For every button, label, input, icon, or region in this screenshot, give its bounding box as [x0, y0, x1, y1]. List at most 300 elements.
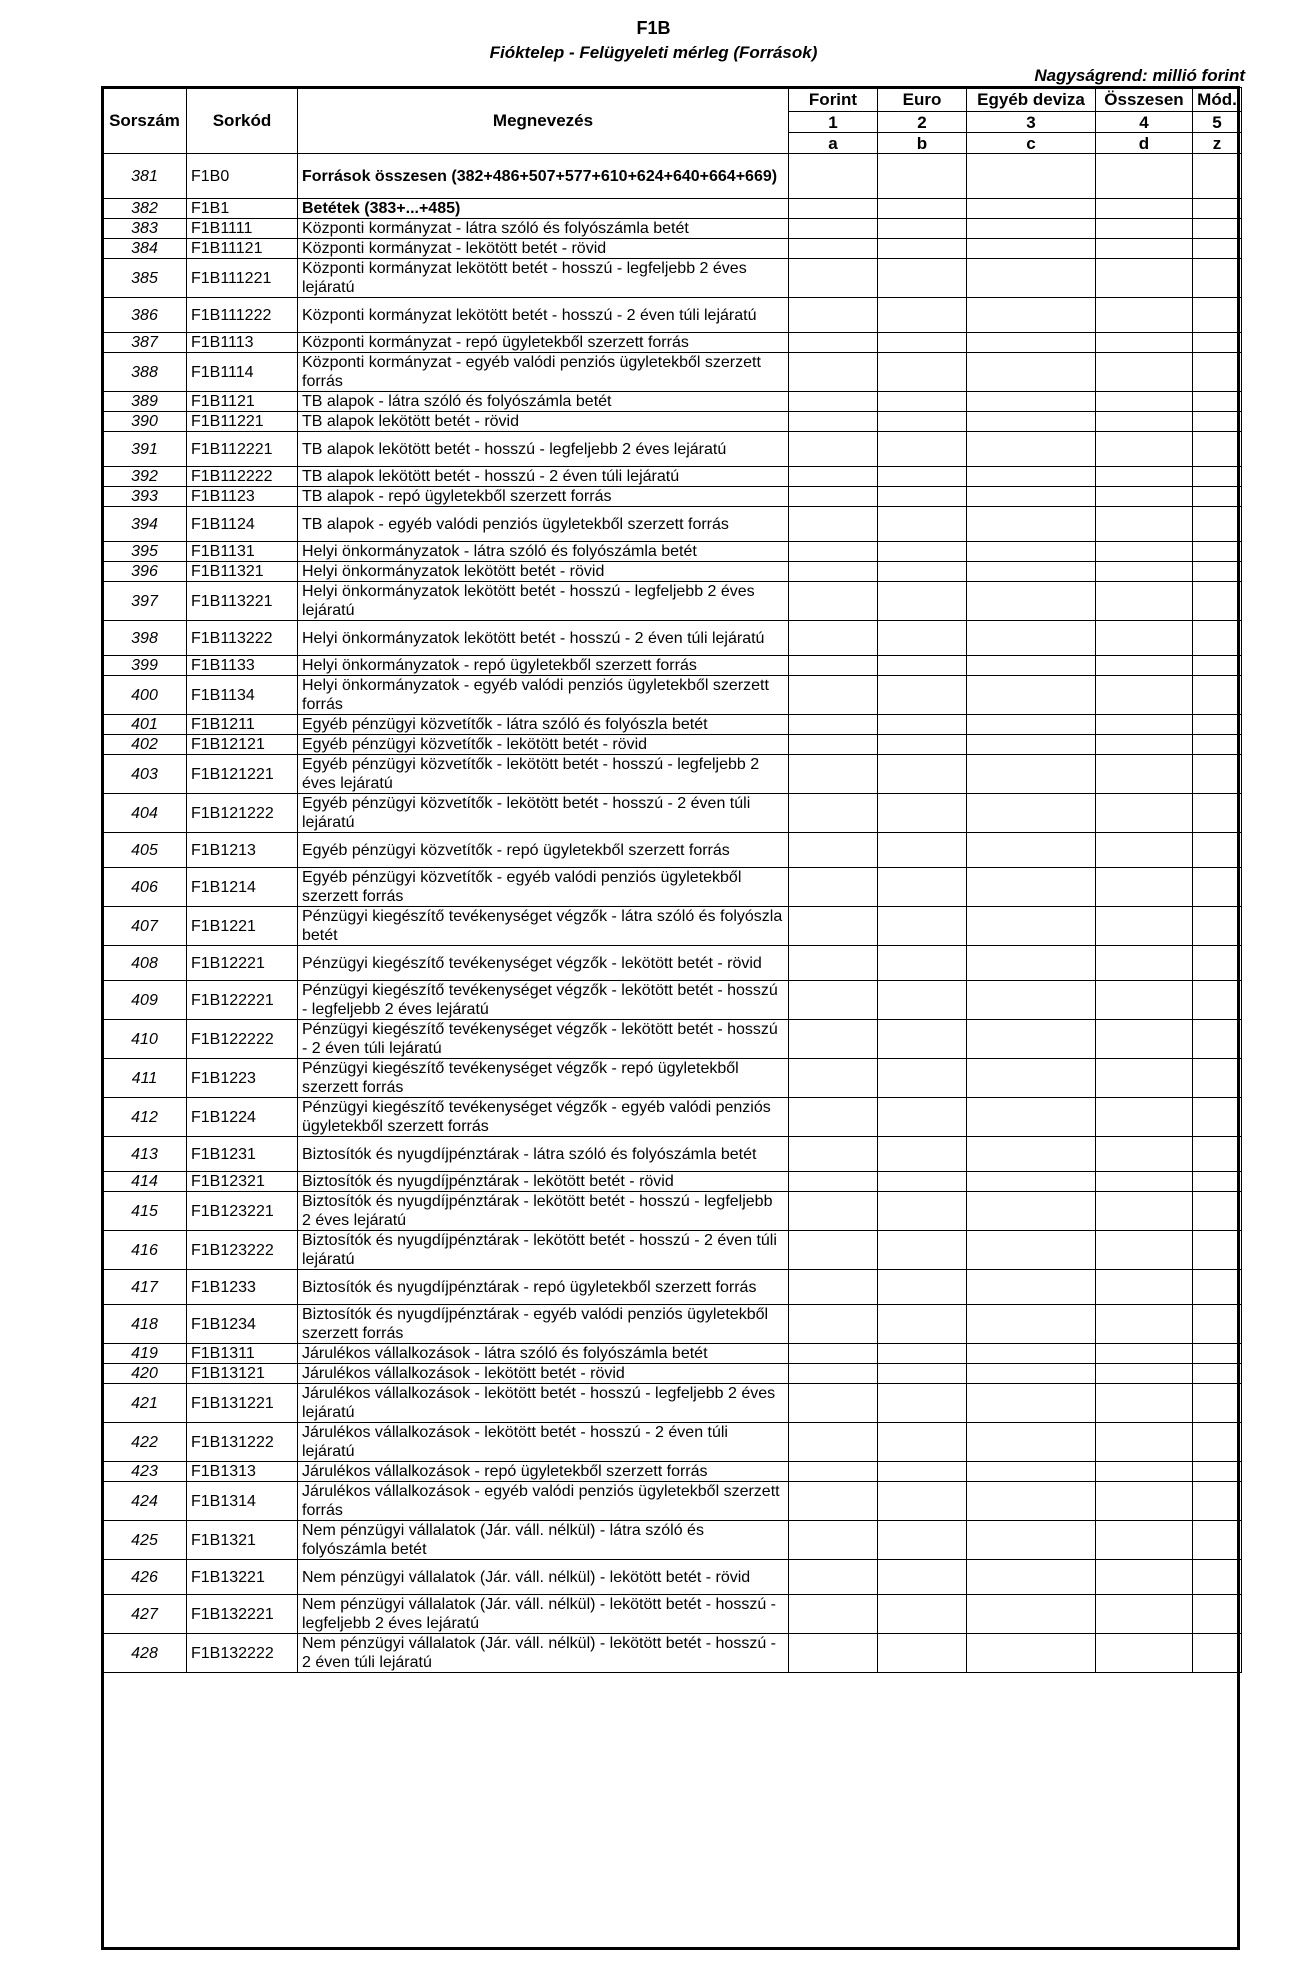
row-name: Járulékos vállalkozások - lekötött betét - hosszú - 2 éven túli lejáratú [298, 1423, 789, 1462]
value-cell-osszesen[interactable] [1096, 656, 1193, 676]
value-cell-egyeb-deviza[interactable] [967, 833, 1096, 868]
row-name: Pénzügyi kiegészítő tevékenységet végzők - lekötött betét - hosszú - 2 éven túli lejáratú [298, 1020, 789, 1059]
value-cell-osszesen[interactable] [1096, 833, 1193, 868]
value-cell-mod[interactable] [1193, 1137, 1242, 1172]
row-number: 421 [103, 1384, 187, 1423]
value-cell-forint[interactable] [789, 1560, 878, 1595]
value-cell-osszesen[interactable] [1096, 582, 1193, 621]
value-cell-forint[interactable] [789, 562, 878, 582]
value-cell-mod[interactable] [1193, 676, 1242, 715]
value-cell-egyeb-deviza[interactable] [967, 676, 1096, 715]
value-cell-euro[interactable] [878, 259, 967, 298]
table-row [103, 621, 1242, 656]
value-cell-forint[interactable] [789, 1270, 878, 1305]
value-cell-osszesen[interactable] [1096, 1364, 1193, 1384]
value-cell-egyeb-deviza[interactable] [967, 392, 1096, 412]
row-name: Helyi önkormányzatok - repó ügyletekből szerzett forrás [298, 656, 789, 676]
row-code: F1B123222 [187, 1231, 298, 1270]
value-cell-egyeb-deviza[interactable] [967, 868, 1096, 907]
value-cell-mod[interactable] [1193, 1364, 1242, 1384]
row-name: Egyéb pénzügyi közvetítők - látra szóló és folyószla betét [298, 715, 789, 735]
value-cell-egyeb-deviza[interactable] [967, 755, 1096, 794]
value-cell-forint[interactable] [789, 1192, 878, 1231]
value-cell-euro[interactable] [878, 1521, 967, 1560]
value-cell-egyeb-deviza[interactable] [967, 353, 1096, 392]
value-cell-egyeb-deviza[interactable] [967, 1560, 1096, 1595]
row-code: F1B1314 [187, 1482, 298, 1521]
value-cell-forint[interactable] [789, 794, 878, 833]
value-cell-euro[interactable] [878, 1020, 967, 1059]
value-cell-egyeb-deviza[interactable] [967, 621, 1096, 656]
value-cell-forint[interactable] [789, 1020, 878, 1059]
value-cell-osszesen[interactable] [1096, 333, 1193, 353]
value-cell-osszesen[interactable] [1096, 1192, 1193, 1231]
table-row [103, 1634, 1242, 1673]
value-cell-egyeb-deviza[interactable] [967, 1137, 1096, 1172]
row-number: 408 [103, 946, 187, 981]
value-cell-osszesen[interactable] [1096, 981, 1193, 1020]
value-cell-forint[interactable] [789, 1172, 878, 1192]
value-cell-forint[interactable] [789, 259, 878, 298]
value-cell-mod[interactable] [1193, 1020, 1242, 1059]
row-code: F1B131222 [187, 1423, 298, 1462]
value-cell-euro[interactable] [878, 432, 967, 467]
value-cell-euro[interactable] [878, 507, 967, 542]
value-cell-euro[interactable] [878, 1344, 967, 1364]
row-number: 397 [103, 582, 187, 621]
value-cell-egyeb-deviza[interactable] [967, 794, 1096, 833]
table-row [103, 562, 1242, 582]
value-cell-euro[interactable] [878, 794, 967, 833]
value-cell-forint[interactable] [789, 907, 878, 946]
table-row [103, 1344, 1242, 1364]
value-cell-mod[interactable] [1193, 1482, 1242, 1521]
header-col-mod: Mód. [1193, 88, 1242, 112]
row-number: 396 [103, 562, 187, 582]
value-cell-egyeb-deviza[interactable] [967, 432, 1096, 467]
value-cell-egyeb-deviza[interactable] [967, 412, 1096, 432]
value-cell-euro[interactable] [878, 1231, 967, 1270]
value-cell-osszesen[interactable] [1096, 219, 1193, 239]
value-cell-mod[interactable] [1193, 1192, 1242, 1231]
value-cell-euro[interactable] [878, 946, 967, 981]
value-cell-euro[interactable] [878, 333, 967, 353]
value-cell-euro[interactable] [878, 621, 967, 656]
value-cell-osszesen[interactable] [1096, 1482, 1193, 1521]
table-row [103, 1172, 1242, 1192]
value-cell-egyeb-deviza[interactable] [967, 154, 1096, 199]
value-cell-egyeb-deviza[interactable] [967, 735, 1096, 755]
row-number: 386 [103, 298, 187, 333]
value-cell-euro[interactable] [878, 1462, 967, 1482]
row-number: 425 [103, 1521, 187, 1560]
value-cell-mod[interactable] [1193, 298, 1242, 333]
value-cell-osszesen[interactable] [1096, 1137, 1193, 1172]
value-cell-osszesen[interactable] [1096, 259, 1193, 298]
value-cell-egyeb-deviza[interactable] [967, 1344, 1096, 1364]
value-cell-mod[interactable] [1193, 794, 1242, 833]
value-cell-mod[interactable] [1193, 1172, 1242, 1192]
value-cell-mod[interactable] [1193, 562, 1242, 582]
value-cell-osszesen[interactable] [1096, 1634, 1193, 1673]
row-name: Járulékos vállalkozások - lekötött betét - hosszú - legfeljebb 2 éves lejáratú [298, 1384, 789, 1423]
value-cell-euro[interactable] [878, 199, 967, 219]
value-cell-mod[interactable] [1193, 1098, 1242, 1137]
value-cell-mod[interactable] [1193, 907, 1242, 946]
value-cell-osszesen[interactable] [1096, 199, 1193, 219]
value-cell-forint[interactable] [789, 199, 878, 219]
value-cell-euro[interactable] [878, 981, 967, 1020]
value-cell-mod[interactable] [1193, 833, 1242, 868]
value-cell-euro[interactable] [878, 868, 967, 907]
value-cell-osszesen[interactable] [1096, 1172, 1193, 1192]
value-cell-euro[interactable] [878, 1384, 967, 1423]
value-cell-egyeb-deviza[interactable] [967, 467, 1096, 487]
value-cell-mod[interactable] [1193, 199, 1242, 219]
value-cell-egyeb-deviza[interactable] [967, 1462, 1096, 1482]
value-cell-osszesen[interactable] [1096, 487, 1193, 507]
header-sorkod: Sorkód [187, 88, 298, 154]
value-cell-forint[interactable] [789, 507, 878, 542]
row-code: F1B132221 [187, 1595, 298, 1634]
value-cell-osszesen[interactable] [1096, 154, 1193, 199]
value-cell-euro[interactable] [878, 1137, 967, 1172]
value-cell-egyeb-deviza[interactable] [967, 1634, 1096, 1673]
row-code: F1B1311 [187, 1344, 298, 1364]
value-cell-osszesen[interactable] [1096, 467, 1193, 487]
value-cell-mod[interactable] [1193, 392, 1242, 412]
value-cell-osszesen[interactable] [1096, 353, 1193, 392]
value-cell-euro[interactable] [878, 353, 967, 392]
value-cell-osszesen[interactable] [1096, 562, 1193, 582]
value-cell-egyeb-deviza[interactable] [967, 1059, 1096, 1098]
value-cell-euro[interactable] [878, 219, 967, 239]
value-cell-mod[interactable] [1193, 981, 1242, 1020]
table-row [103, 333, 1242, 353]
value-cell-euro[interactable] [878, 735, 967, 755]
value-cell-mod[interactable] [1193, 412, 1242, 432]
value-cell-osszesen[interactable] [1096, 1231, 1193, 1270]
value-cell-osszesen[interactable] [1096, 1305, 1193, 1344]
value-cell-egyeb-deviza[interactable] [967, 1595, 1096, 1634]
value-cell-forint[interactable] [789, 755, 878, 794]
row-code: F1B1211 [187, 715, 298, 735]
value-cell-egyeb-deviza[interactable] [967, 715, 1096, 735]
table-row [103, 755, 1242, 794]
value-cell-forint[interactable] [789, 656, 878, 676]
value-cell-forint[interactable] [789, 1595, 878, 1634]
value-cell-egyeb-deviza[interactable] [967, 582, 1096, 621]
value-cell-forint[interactable] [789, 1634, 878, 1673]
value-cell-forint[interactable] [789, 1098, 878, 1137]
value-cell-euro[interactable] [878, 1172, 967, 1192]
value-cell-osszesen[interactable] [1096, 755, 1193, 794]
value-cell-forint[interactable] [789, 621, 878, 656]
row-code: F1B1134 [187, 676, 298, 715]
value-cell-euro[interactable] [878, 1059, 967, 1098]
value-cell-mod[interactable] [1193, 333, 1242, 353]
value-cell-mod[interactable] [1193, 487, 1242, 507]
value-cell-forint[interactable] [789, 1137, 878, 1172]
value-cell-mod[interactable] [1193, 432, 1242, 467]
value-cell-euro[interactable] [878, 562, 967, 582]
value-cell-mod[interactable] [1193, 1521, 1242, 1560]
value-cell-euro[interactable] [878, 656, 967, 676]
value-cell-egyeb-deviza[interactable] [967, 219, 1096, 239]
value-cell-osszesen[interactable] [1096, 542, 1193, 562]
value-cell-forint[interactable] [789, 1305, 878, 1344]
value-cell-egyeb-deviza[interactable] [967, 259, 1096, 298]
value-cell-osszesen[interactable] [1096, 1521, 1193, 1560]
value-cell-mod[interactable] [1193, 1423, 1242, 1462]
value-cell-egyeb-deviza[interactable] [967, 298, 1096, 333]
value-cell-egyeb-deviza[interactable] [967, 1020, 1096, 1059]
value-cell-egyeb-deviza[interactable] [967, 981, 1096, 1020]
value-cell-osszesen[interactable] [1096, 676, 1193, 715]
value-cell-euro[interactable] [878, 833, 967, 868]
value-cell-forint[interactable] [789, 487, 878, 507]
value-cell-egyeb-deviza[interactable] [967, 487, 1096, 507]
row-code: F1B131221 [187, 1384, 298, 1423]
row-name: Helyi önkormányzatok lekötött betét - hosszú - legfeljebb 2 éves lejáratú [298, 582, 789, 621]
value-cell-euro[interactable] [878, 487, 967, 507]
value-cell-euro[interactable] [878, 1634, 967, 1673]
table-row [103, 1231, 1242, 1270]
row-name: Pénzügyi kiegészítő tevékenységet végzők - repó ügyletekből szerzett forrás [298, 1059, 789, 1098]
value-cell-euro[interactable] [878, 1364, 967, 1384]
value-cell-mod[interactable] [1193, 656, 1242, 676]
value-cell-euro[interactable] [878, 907, 967, 946]
value-cell-forint[interactable] [789, 353, 878, 392]
value-cell-egyeb-deviza[interactable] [967, 1305, 1096, 1344]
row-number: 384 [103, 239, 187, 259]
value-cell-osszesen[interactable] [1096, 946, 1193, 981]
value-cell-osszesen[interactable] [1096, 621, 1193, 656]
header-num-5: 5 [1193, 112, 1242, 133]
value-cell-osszesen[interactable] [1096, 794, 1193, 833]
value-cell-euro[interactable] [878, 542, 967, 562]
value-cell-mod[interactable] [1193, 1231, 1242, 1270]
value-cell-osszesen[interactable] [1096, 1020, 1193, 1059]
value-cell-forint[interactable] [789, 219, 878, 239]
value-cell-osszesen[interactable] [1096, 239, 1193, 259]
value-cell-euro[interactable] [878, 1482, 967, 1521]
header-num-4: 4 [1096, 112, 1193, 133]
value-cell-mod[interactable] [1193, 755, 1242, 794]
table-row [103, 656, 1242, 676]
value-cell-mod[interactable] [1193, 467, 1242, 487]
value-cell-mod[interactable] [1193, 507, 1242, 542]
value-cell-forint[interactable] [789, 1423, 878, 1462]
value-cell-forint[interactable] [789, 868, 878, 907]
value-cell-forint[interactable] [789, 392, 878, 412]
value-cell-egyeb-deviza[interactable] [967, 1423, 1096, 1462]
value-cell-forint[interactable] [789, 1231, 878, 1270]
value-cell-mod[interactable] [1193, 1270, 1242, 1305]
value-cell-mod[interactable] [1193, 1634, 1242, 1673]
value-cell-egyeb-deviza[interactable] [967, 907, 1096, 946]
value-cell-egyeb-deviza[interactable] [967, 1231, 1096, 1270]
row-name: Pénzügyi kiegészítő tevékenységet végzők - lekötött betét - rövid [298, 946, 789, 981]
value-cell-mod[interactable] [1193, 621, 1242, 656]
value-cell-mod[interactable] [1193, 582, 1242, 621]
row-code: F1B1321 [187, 1521, 298, 1560]
value-cell-osszesen[interactable] [1096, 1344, 1193, 1364]
value-cell-osszesen[interactable] [1096, 1462, 1193, 1482]
value-cell-forint[interactable] [789, 946, 878, 981]
row-code: F1B1111 [187, 219, 298, 239]
value-cell-forint[interactable] [789, 298, 878, 333]
row-number: 407 [103, 907, 187, 946]
form-subtitle: Fióktelep - Felügyeleti mérleg (Források) [489, 43, 818, 62]
value-cell-forint[interactable] [789, 735, 878, 755]
value-cell-euro[interactable] [878, 755, 967, 794]
value-cell-mod[interactable] [1193, 154, 1242, 199]
row-number: 387 [103, 333, 187, 353]
value-cell-forint[interactable] [789, 467, 878, 487]
value-cell-euro[interactable] [878, 715, 967, 735]
row-name: Források összesen (382+486+507+577+610+624+640+664+669) [298, 154, 789, 199]
row-code: F1B132222 [187, 1634, 298, 1673]
value-cell-mod[interactable] [1193, 946, 1242, 981]
value-cell-mod[interactable] [1193, 1560, 1242, 1595]
value-cell-osszesen[interactable] [1096, 1595, 1193, 1634]
value-cell-mod[interactable] [1193, 1462, 1242, 1482]
value-cell-forint[interactable] [789, 981, 878, 1020]
value-cell-euro[interactable] [878, 154, 967, 199]
value-cell-euro[interactable] [878, 412, 967, 432]
value-cell-osszesen[interactable] [1096, 868, 1193, 907]
value-cell-egyeb-deviza[interactable] [967, 1098, 1096, 1137]
value-cell-egyeb-deviza[interactable] [967, 562, 1096, 582]
row-code: F1B1221 [187, 907, 298, 946]
value-cell-forint[interactable] [789, 1462, 878, 1482]
row-code: F1B123221 [187, 1192, 298, 1231]
value-cell-mod[interactable] [1193, 735, 1242, 755]
value-cell-osszesen[interactable] [1096, 432, 1193, 467]
value-cell-mod[interactable] [1193, 259, 1242, 298]
value-cell-osszesen[interactable] [1096, 1560, 1193, 1595]
value-cell-euro[interactable] [878, 239, 967, 259]
value-cell-forint[interactable] [789, 1482, 878, 1521]
value-cell-forint[interactable] [789, 676, 878, 715]
value-cell-egyeb-deviza[interactable] [967, 239, 1096, 259]
value-cell-euro[interactable] [878, 1305, 967, 1344]
value-cell-egyeb-deviza[interactable] [967, 946, 1096, 981]
table-row [103, 1521, 1242, 1560]
value-cell-euro[interactable] [878, 1270, 967, 1305]
value-cell-forint[interactable] [789, 154, 878, 199]
value-cell-mod[interactable] [1193, 1305, 1242, 1344]
value-cell-euro[interactable] [878, 1595, 967, 1634]
table-row [103, 981, 1242, 1020]
value-cell-egyeb-deviza[interactable] [967, 1384, 1096, 1423]
value-cell-mod[interactable] [1193, 1344, 1242, 1364]
value-cell-osszesen[interactable] [1096, 507, 1193, 542]
value-cell-egyeb-deviza[interactable] [967, 1172, 1096, 1192]
value-cell-egyeb-deviza[interactable] [967, 507, 1096, 542]
value-cell-euro[interactable] [878, 676, 967, 715]
value-cell-egyeb-deviza[interactable] [967, 656, 1096, 676]
value-cell-forint[interactable] [789, 1364, 878, 1384]
value-cell-egyeb-deviza[interactable] [967, 1270, 1096, 1305]
value-cell-euro[interactable] [878, 1098, 967, 1137]
value-cell-forint[interactable] [789, 1344, 878, 1364]
value-cell-mod[interactable] [1193, 542, 1242, 562]
value-cell-forint[interactable] [789, 239, 878, 259]
value-cell-euro[interactable] [878, 298, 967, 333]
header-col-euro: Euro [878, 88, 967, 112]
table-row [103, 582, 1242, 621]
value-cell-mod[interactable] [1193, 1595, 1242, 1634]
value-cell-osszesen[interactable] [1096, 907, 1193, 946]
value-cell-euro[interactable] [878, 467, 967, 487]
value-cell-forint[interactable] [789, 412, 878, 432]
value-cell-egyeb-deviza[interactable] [967, 199, 1096, 219]
value-cell-forint[interactable] [789, 1059, 878, 1098]
value-cell-egyeb-deviza[interactable] [967, 1192, 1096, 1231]
value-cell-forint[interactable] [789, 833, 878, 868]
value-cell-osszesen[interactable] [1096, 412, 1193, 432]
value-cell-osszesen[interactable] [1096, 392, 1193, 412]
row-name: TB alapok lekötött betét - rövid [298, 412, 789, 432]
value-cell-forint[interactable] [789, 333, 878, 353]
row-name: Helyi önkormányzatok - egyéb valódi penziós ügyletekből szerzett forrás [298, 676, 789, 715]
value-cell-forint[interactable] [789, 1384, 878, 1423]
value-cell-osszesen[interactable] [1096, 1270, 1193, 1305]
value-cell-euro[interactable] [878, 1423, 967, 1462]
header-letter-d: d [1096, 133, 1193, 154]
value-cell-forint[interactable] [789, 715, 878, 735]
value-cell-osszesen[interactable] [1096, 1384, 1193, 1423]
row-code: F1B121222 [187, 794, 298, 833]
value-cell-osszesen[interactable] [1096, 298, 1193, 333]
value-cell-osszesen[interactable] [1096, 715, 1193, 735]
row-number: 419 [103, 1344, 187, 1364]
value-cell-mod[interactable] [1193, 1059, 1242, 1098]
row-number: 383 [103, 219, 187, 239]
row-name: Biztosítók és nyugdíjpénztárak - repó ügyletekből szerzett forrás [298, 1270, 789, 1305]
value-cell-egyeb-deviza[interactable] [967, 1482, 1096, 1521]
value-cell-osszesen[interactable] [1096, 1059, 1193, 1098]
value-cell-egyeb-deviza[interactable] [967, 333, 1096, 353]
row-number: 412 [103, 1098, 187, 1137]
value-cell-euro[interactable] [878, 1560, 967, 1595]
value-cell-egyeb-deviza[interactable] [967, 542, 1096, 562]
value-cell-mod[interactable] [1193, 868, 1242, 907]
value-cell-mod[interactable] [1193, 239, 1242, 259]
value-cell-egyeb-deviza[interactable] [967, 1521, 1096, 1560]
value-cell-forint[interactable] [789, 432, 878, 467]
value-cell-euro[interactable] [878, 1192, 967, 1231]
value-cell-forint[interactable] [789, 542, 878, 562]
row-number: 415 [103, 1192, 187, 1231]
value-cell-mod[interactable] [1193, 715, 1242, 735]
value-cell-mod[interactable] [1193, 353, 1242, 392]
row-name: Biztosítók és nyugdíjpénztárak - egyéb valódi penziós ügyletekből szerzett forrás [298, 1305, 789, 1344]
value-cell-mod[interactable] [1193, 219, 1242, 239]
value-cell-egyeb-deviza[interactable] [967, 1364, 1096, 1384]
value-cell-forint[interactable] [789, 582, 878, 621]
value-cell-osszesen[interactable] [1096, 735, 1193, 755]
value-cell-euro[interactable] [878, 582, 967, 621]
row-code: F1B1223 [187, 1059, 298, 1098]
value-cell-forint[interactable] [789, 1521, 878, 1560]
value-cell-mod[interactable] [1193, 1384, 1242, 1423]
value-cell-osszesen[interactable] [1096, 1423, 1193, 1462]
value-cell-osszesen[interactable] [1096, 1098, 1193, 1137]
value-cell-euro[interactable] [878, 392, 967, 412]
